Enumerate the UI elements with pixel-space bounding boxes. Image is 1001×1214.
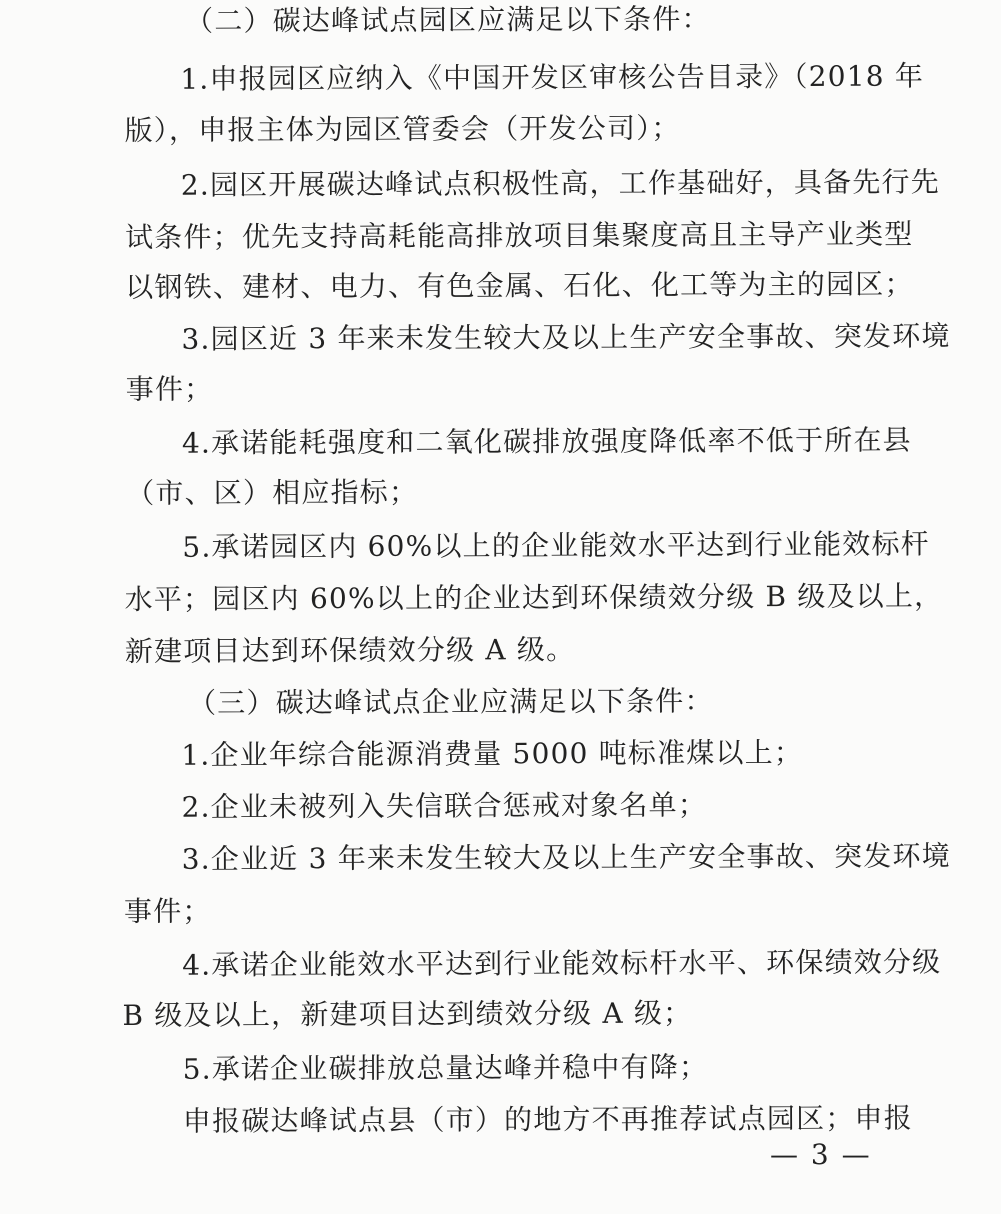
section2-item1-line1: 1.申报园区应纳入《中国开发区审核公告目录》（2018 年 [180, 59, 925, 96]
section3-item3-line1: 3.企业近 3 年来未发生较大及以上生产安全事故、突发环境 [181, 839, 951, 876]
section3-item4-line1: 4.承诺企业能效水平达到行业能效标杆水平、环保绩效分级 [182, 945, 942, 982]
section2-item5-line2: 水平；园区内 60%以上的企业达到环保绩效分级 B 级及以上， [124, 579, 944, 616]
section2-item5-line1: 5.承诺园区内 60%以上的企业能效水平达到行业能效标杆 [182, 527, 930, 564]
section2-item2-line2: 试条件；优先支持高耗能高排放项目集聚度高且主导产业类型 [124, 217, 914, 254]
section2-item3-line1: 3.园区近 3 年来未发生较大及以上生产安全事故、突发环境 [181, 319, 951, 356]
section2-heading: （二）碳达峰试点园区应满足以下条件： [185, 2, 711, 38]
section3-item2-line1: 2.企业未被列入失信联合惩戒对象名单； [181, 788, 708, 824]
closing-line: 申报碳达峰试点县（市）的地方不再推荐试点园区；申报 [182, 1101, 913, 1138]
section3-item5-line1: 5.承诺企业碳排放总量达峰并稳中有降； [182, 1050, 709, 1086]
section2-item5-line3: 新建项目达到环保绩效分级 A 级。 [124, 632, 576, 668]
section3-item4-line2: B 级及以上，新建项目达到绩效分级 A 级； [122, 996, 693, 1032]
section2-item4-line2: （市、区）相应指标； [126, 475, 419, 510]
section3-item1-line1: 1.企业年综合能源消费量 5000 吨标准煤以上； [181, 735, 804, 772]
section2-item3-line2: 事件； [125, 372, 214, 406]
section2-item2-line1: 2.园区开展碳达峰试点积极性高，工作基础好，具备先行先 [180, 165, 940, 202]
section2-item1-line2: 版），申报主体为园区管委会（开发公司）； [124, 111, 681, 147]
page-number: — 3 — [770, 1138, 872, 1171]
section2-item4-line1: 4.承诺能耗强度和二氧化碳排放强度降低率不低于所在县 [181, 423, 912, 460]
section3-item3-line2: 事件； [123, 894, 212, 928]
section2-item2-line3: 以钢铁、建材、电力、有色金属、石化、化工等为主的园区； [125, 267, 914, 304]
section3-heading: （三）碳达峰试点企业应满足以下条件： [187, 684, 714, 720]
